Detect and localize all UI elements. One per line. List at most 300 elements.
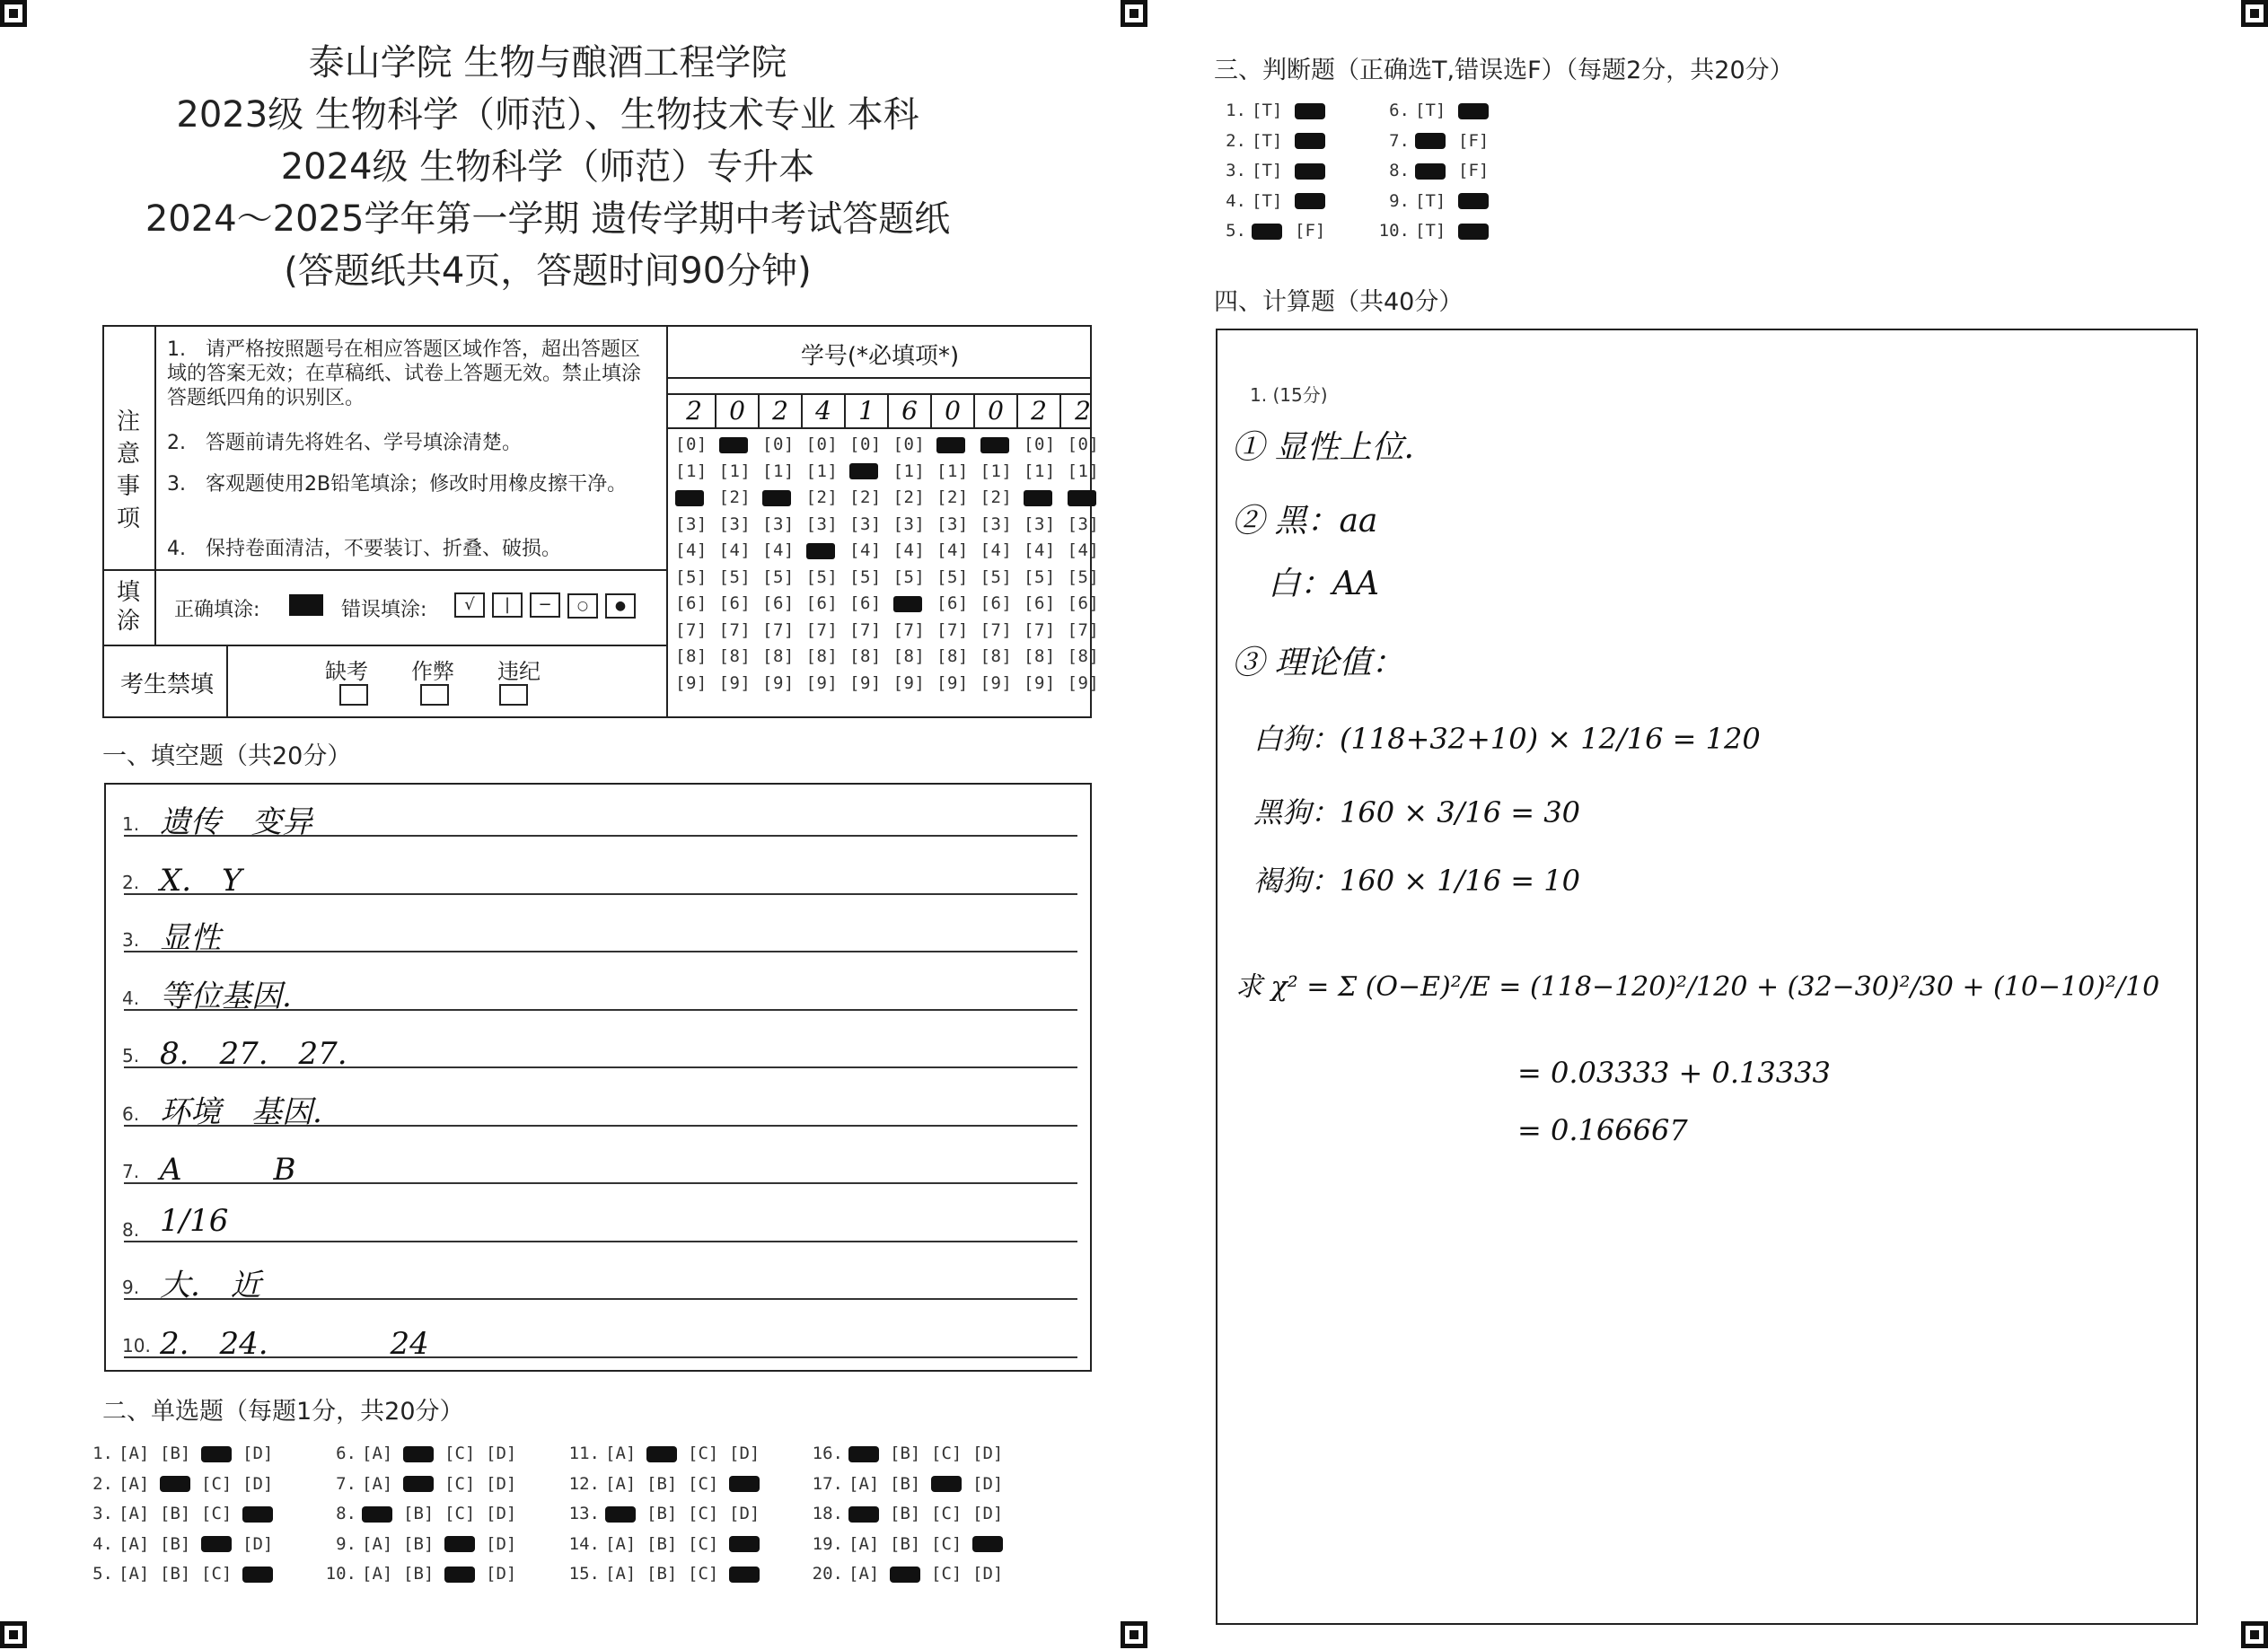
true-false-bubble[interactable]: [T] [1415, 101, 1446, 120]
question-number: 12. [568, 1473, 600, 1494]
student-id-bubble-filled[interactable] [849, 461, 893, 481]
student-id-bubble[interactable]: [1] [675, 461, 708, 481]
choice-bubble[interactable]: [B] [646, 1564, 678, 1584]
calc-line-2: ② 黑：aa [1232, 503, 1378, 540]
choice-bubble[interactable]: [A] [848, 1533, 880, 1554]
filled-bubble-mark [719, 437, 748, 453]
student-id-bubble[interactable]: [8] [718, 646, 752, 666]
student-id-bubble[interactable]: [5] [718, 566, 752, 587]
student-id-bubble[interactable]: [2] [849, 487, 882, 507]
student-id-bubble[interactable]: [8] [892, 646, 926, 666]
student-id-bubble[interactable]: [3] [762, 513, 795, 534]
choice-bubble[interactable]: [C] [688, 1504, 719, 1523]
student-id-bubble-filled[interactable] [936, 434, 980, 454]
student-id-bubble[interactable]: [3] [936, 513, 969, 534]
wrong-fill-label: 错误填涂: [341, 599, 427, 621]
choice-bubble-filled[interactable] [848, 1444, 890, 1463]
fill-blank-answer[interactable]: 大. 近 [160, 1268, 261, 1303]
student-id-bubble[interactable]: [6] [718, 593, 752, 613]
wrong-mark-dash: − [530, 592, 560, 618]
student-id-bubble[interactable]: [0] [892, 434, 926, 454]
choice-bubble[interactable]: [C] [931, 1533, 963, 1554]
student-id-bubble[interactable]: [9] [936, 672, 969, 693]
single-choice-question [800, 1564, 1014, 1584]
student-id-bubble[interactable]: [7] [936, 619, 969, 640]
choice-bubble-filled[interactable] [972, 1534, 1014, 1554]
student-id-bubble[interactable]: [2] [718, 487, 752, 507]
filled-bubble-mark [849, 463, 878, 479]
true-false-bubble-filled[interactable] [1458, 101, 1501, 120]
choice-bubble[interactable]: [B] [890, 1444, 921, 1463]
student-id-bubble[interactable]: [1] [936, 461, 969, 481]
student-id-bubble[interactable]: [1] [892, 461, 926, 481]
student-id-bubble[interactable]: [7] [762, 619, 795, 640]
fill-blank-answer[interactable]: X. Y [160, 862, 242, 899]
filled-bubble-mark [729, 1567, 760, 1583]
student-id-bubble[interactable]: [2] [980, 487, 1013, 507]
student-id-digit-7[interactable]: 0 [932, 395, 975, 427]
choice-bubble[interactable]: [A] [119, 1444, 150, 1463]
student-id-bubble[interactable]: [2] [892, 487, 926, 507]
choice-bubble[interactable]: [D] [486, 1533, 517, 1554]
student-id-bubble[interactable]: [0] [805, 434, 839, 454]
true-false-question [1367, 191, 1501, 211]
row-divider-1 [104, 569, 666, 571]
student-id-bubble[interactable]: [4] [892, 540, 926, 560]
choice-bubble[interactable]: [D] [486, 1564, 517, 1584]
student-id-bubble[interactable]: [9] [1067, 672, 1100, 693]
choice-bubble[interactable]: [C] [444, 1504, 476, 1523]
fill-blank-number: 5. [122, 1045, 140, 1066]
forbidden-cheat-label: 作弊 [411, 659, 454, 684]
student-id-digit-10[interactable]: 2 [1075, 396, 1091, 426]
student-id-grid-row [675, 514, 1111, 534]
student-id-bubble[interactable]: [0] [849, 434, 882, 454]
choice-bubble-filled[interactable] [931, 1474, 972, 1494]
student-id-bubble[interactable]: [7] [1067, 619, 1100, 640]
choice-bubble-filled[interactable] [848, 1504, 890, 1523]
choice-bubble-filled[interactable] [444, 1534, 486, 1554]
choice-bubble[interactable]: [D] [729, 1444, 760, 1463]
choice-bubble[interactable]: [D] [242, 1533, 274, 1554]
single-choice-question [800, 1504, 1014, 1523]
true-false-bubble[interactable]: [T] [1252, 190, 1283, 211]
calc-line-7: 褐狗：160 × 1/16 = 10 [1253, 864, 1580, 898]
choice-bubble[interactable]: [D] [729, 1504, 760, 1523]
filled-bubble-mark [1458, 224, 1489, 240]
true-false-question [1203, 221, 1338, 241]
student-id-digit-9[interactable]: 2 [1018, 395, 1061, 427]
choice-bubble[interactable]: [C] [688, 1533, 719, 1554]
choice-bubble-filled[interactable] [362, 1504, 403, 1523]
fill-blank-answer[interactable]: 等位基因. [160, 978, 292, 1014]
choice-bubble[interactable]: [D] [242, 1444, 274, 1463]
choice-bubble[interactable]: [B] [160, 1504, 191, 1523]
fill-blank-answer[interactable]: 环境 基因. [160, 1093, 322, 1130]
student-id-bubble[interactable]: [0] [1024, 434, 1056, 454]
student-id-bubble-filled[interactable] [980, 434, 1024, 454]
student-id-bubble[interactable]: [3] [675, 513, 708, 534]
choice-bubble[interactable]: [D] [486, 1444, 517, 1463]
student-id-bubble[interactable]: [9] [675, 672, 708, 693]
filled-bubble-mark [931, 1476, 962, 1492]
corner-marker-top-left [0, 0, 27, 27]
choice-bubble[interactable]: [B] [160, 1564, 191, 1584]
student-id-bubble[interactable]: [5] [980, 566, 1013, 587]
student-id-digit-4[interactable]: 4 [803, 395, 846, 427]
header-line-pages: (答题纸共4页，答题时间90分钟) [284, 250, 812, 292]
choice-bubble[interactable]: [D] [486, 1473, 517, 1494]
question-number: 6. [1389, 101, 1410, 120]
calc-line-10: = 0.166667 [1517, 1113, 1688, 1147]
student-id-bubble[interactable]: [3] [849, 513, 882, 534]
student-id-bubble[interactable]: [5] [805, 566, 839, 587]
true-false-bubble-filled[interactable] [1415, 161, 1458, 180]
student-id-bubble[interactable]: [4] [1024, 540, 1056, 560]
correct-fill-sample [289, 594, 323, 616]
student-id-bubble[interactable]: [0] [1067, 434, 1100, 454]
choice-bubble[interactable]: [C] [201, 1504, 233, 1523]
fill-blank-number: 8. [122, 1218, 140, 1241]
student-id-digit-2[interactable]: 0 [716, 395, 760, 427]
corner-marker-bottom-right [2241, 1621, 2268, 1648]
choice-bubble[interactable]: [D] [242, 1473, 274, 1494]
single-choice-question [313, 1564, 527, 1584]
wrong-mark-check: √ [454, 592, 485, 618]
single-choice-question [557, 1474, 770, 1494]
choice-bubble[interactable]: [B] [403, 1504, 435, 1523]
student-id-bubble[interactable]: [9] [980, 672, 1013, 693]
student-id-bubble[interactable]: [3] [1067, 513, 1100, 534]
student-id-bubble[interactable]: [5] [892, 566, 926, 587]
calc-q1-label: 1. (15分) [1250, 384, 1328, 406]
choice-bubble-filled[interactable] [605, 1504, 646, 1523]
student-id-bubble[interactable]: [8] [936, 646, 969, 666]
student-id-bubble-filled[interactable] [762, 487, 806, 507]
choice-bubble[interactable]: [A] [605, 1444, 637, 1463]
student-id-bubble[interactable]: [6] [675, 593, 708, 613]
question-number: 9. [1389, 190, 1410, 211]
student-id-bubble[interactable]: [4] [936, 540, 969, 560]
student-id-bubble[interactable]: [7] [980, 619, 1013, 640]
student-id-grid-row [675, 646, 1111, 666]
notice-item-3: 3. 客观题使用2B铅笔填涂；修改时用橡皮擦干净。 [167, 473, 628, 496]
student-id-bubble[interactable]: [7] [718, 619, 752, 640]
question-number: 10. [1378, 221, 1410, 241]
fill-blank-answer[interactable]: 8. 27. 27. [160, 1036, 347, 1072]
student-id-bubble[interactable]: [5] [936, 566, 969, 587]
student-id-bubble[interactable]: [2] [805, 487, 839, 507]
student-id-bubble[interactable]: [1] [980, 461, 1013, 481]
fill-blank-answer[interactable]: 显性 [160, 920, 221, 956]
student-id-bubble[interactable]: [9] [1024, 672, 1056, 693]
question-number: 14. [568, 1533, 600, 1554]
fill-blank-line [124, 915, 1077, 952]
choice-bubble[interactable]: [B] [403, 1533, 435, 1554]
choice-bubble[interactable]: [A] [119, 1473, 150, 1494]
student-id-bubble[interactable]: [7] [849, 619, 882, 640]
choice-bubble[interactable]: [D] [486, 1504, 517, 1523]
choice-bubble[interactable]: [A] [362, 1564, 393, 1584]
true-false-question [1203, 161, 1338, 180]
row-divider-2 [104, 645, 666, 646]
student-id-bubble[interactable]: [2] [936, 487, 969, 507]
choice-bubble-filled[interactable] [160, 1474, 201, 1494]
student-id-digit-5[interactable]: 1 [846, 395, 889, 427]
true-false-bubble-filled[interactable] [1295, 191, 1338, 211]
student-id-bubble[interactable]: [9] [762, 672, 795, 693]
student-id-bubble[interactable]: [5] [1067, 566, 1100, 587]
single-choice-question [800, 1474, 1014, 1494]
choice-bubble[interactable]: [A] [362, 1444, 393, 1463]
true-false-bubble-filled[interactable] [1295, 101, 1338, 120]
student-id-bubble[interactable]: [0] [675, 434, 708, 454]
choice-bubble-filled[interactable] [201, 1534, 242, 1554]
choice-bubble[interactable]: [B] [160, 1444, 191, 1463]
student-id-bubble-filled[interactable] [893, 593, 937, 613]
true-false-bubble[interactable]: [F] [1458, 130, 1490, 151]
choice-bubble-filled[interactable] [729, 1474, 770, 1494]
student-id-bubble[interactable]: [1] [805, 461, 839, 481]
choice-bubble-filled[interactable] [242, 1564, 284, 1584]
student-id-bubble[interactable]: [7] [805, 619, 839, 640]
true-false-bubble-filled[interactable] [1295, 161, 1338, 180]
filled-bubble-mark [848, 1446, 879, 1462]
filled-bubble-mark [242, 1506, 273, 1523]
filled-bubble-mark [893, 596, 922, 612]
student-id-bubble[interactable]: [8] [805, 646, 839, 666]
true-false-bubble[interactable]: [T] [1252, 161, 1283, 180]
student-id-digit-6[interactable]: 6 [889, 395, 932, 427]
student-id-bubble[interactable]: [7] [892, 619, 926, 640]
filled-bubble-mark [605, 1506, 636, 1523]
true-false-bubble[interactable]: [T] [1415, 190, 1446, 211]
choice-bubble[interactable]: [A] [119, 1504, 150, 1523]
choice-bubble[interactable]: [B] [890, 1473, 921, 1494]
question-number: 1. [1226, 101, 1246, 120]
question-number: 2. [1226, 130, 1246, 151]
choice-bubble[interactable]: [D] [972, 1473, 1004, 1494]
student-id-bubble[interactable]: [1] [718, 461, 752, 481]
choice-bubble-filled[interactable] [201, 1444, 242, 1463]
true-false-bubble-filled[interactable] [1458, 191, 1501, 211]
choice-bubble[interactable]: [A] [119, 1533, 150, 1554]
calc-line-8: 求 χ² = Σ (O−E)²/E = (118−120)²/120 + (32−30)²/30 + (10−10)²/10 [1235, 971, 2160, 1003]
choice-bubble-filled[interactable] [403, 1474, 444, 1494]
student-id-digit-8[interactable]: 0 [975, 395, 1018, 427]
choice-bubble[interactable]: [A] [119, 1564, 150, 1584]
forbidden-violation-box[interactable] [499, 684, 528, 706]
forbidden-absent-box[interactable] [339, 684, 368, 706]
choice-bubble[interactable]: [A] [605, 1473, 637, 1494]
student-id-bubble[interactable]: [9] [849, 672, 882, 693]
student-id-bubble[interactable]: [3] [718, 513, 752, 534]
student-id-bubble[interactable]: [3] [1024, 513, 1056, 534]
fill-blank-answer[interactable]: 2. 24. 24 [160, 1325, 429, 1362]
choice-bubble[interactable]: [B] [646, 1533, 678, 1554]
choice-bubble-filled[interactable] [890, 1564, 931, 1584]
single-choice-question [313, 1474, 527, 1494]
student-id-bubble[interactable]: [3] [805, 513, 839, 534]
wrong-fill-samples [454, 592, 636, 619]
wrong-mark-circle: ○ [567, 593, 598, 619]
student-id-bubble[interactable]: [8] [849, 646, 882, 666]
true-false-bubble[interactable]: [T] [1252, 101, 1283, 120]
true-false-bubble-filled[interactable] [1458, 221, 1501, 241]
student-id-bubble[interactable]: [6] [805, 593, 839, 613]
fill-blank-answer[interactable]: A B [160, 1152, 296, 1188]
student-id-bubble[interactable]: [1] [762, 461, 795, 481]
choice-bubble[interactable]: [C] [444, 1444, 476, 1463]
choice-bubble[interactable]: [C] [688, 1473, 719, 1494]
true-false-question [1367, 131, 1501, 151]
choice-bubble[interactable]: [B] [646, 1504, 678, 1523]
header-line-school: 泰山学院 生物与酿酒工程学院 [308, 42, 787, 83]
choice-bubble[interactable]: [C] [688, 1564, 719, 1584]
true-false-bubble-filled[interactable] [1415, 131, 1458, 151]
notice-item-4: 4. 保持卷面清洁，不要装订、折叠、破损。 [167, 538, 561, 560]
student-id-bubble[interactable]: [4] [980, 540, 1013, 560]
student-id-bubble[interactable]: [8] [980, 646, 1013, 666]
student-id-grid-row [675, 434, 1111, 454]
student-id-bubble[interactable]: [3] [980, 513, 1013, 534]
choice-bubble[interactable]: [C] [931, 1444, 963, 1463]
choice-bubble[interactable]: [A] [605, 1533, 637, 1554]
notice-label: 注意事项 [116, 408, 140, 532]
student-id-bubble[interactable]: [6] [762, 593, 795, 613]
true-false-question [1367, 161, 1501, 180]
student-id-bubble[interactable]: [9] [718, 672, 752, 693]
student-id-bubble-filled[interactable] [719, 434, 763, 454]
filled-bubble-mark [1068, 490, 1096, 506]
true-false-bubble-filled[interactable] [1252, 221, 1295, 241]
choice-bubble[interactable]: [B] [890, 1504, 921, 1523]
fill-blank-answer[interactable]: 遗传 变异 [160, 804, 312, 840]
choice-bubble-filled[interactable] [403, 1444, 444, 1463]
student-id-bubble[interactable]: [7] [675, 619, 708, 640]
student-id-bubble[interactable]: [9] [805, 672, 839, 693]
student-id-bubble[interactable]: [1] [1067, 461, 1100, 481]
student-id-bubble[interactable]: [5] [762, 566, 795, 587]
choice-bubble[interactable]: [B] [646, 1473, 678, 1494]
single-choice-heading: 二、单选题（每题1分，共20分） [102, 1398, 464, 1426]
student-id-grid-row [675, 620, 1111, 640]
student-id-bubble[interactable]: [0] [762, 434, 795, 454]
choice-bubble[interactable]: [A] [605, 1564, 637, 1584]
student-id-bubble[interactable]: [4] [675, 540, 708, 560]
single-choice-question [313, 1504, 527, 1523]
notice-item-2: 2. 答题前请先将姓名、学号填涂清楚。 [167, 432, 522, 454]
student-id-bubble[interactable]: [8] [675, 646, 708, 666]
notice-label-divider [154, 327, 156, 569]
choice-bubble-filled[interactable] [729, 1534, 770, 1554]
student-id-digit-1[interactable]: 2 [673, 395, 716, 427]
fill-blank-answer[interactable]: 1/16 [160, 1202, 229, 1239]
choice-bubble[interactable]: [C] [201, 1564, 233, 1584]
student-id-bubble[interactable]: [1] [1024, 461, 1056, 481]
choice-bubble[interactable]: [C] [201, 1473, 233, 1494]
student-id-bubble[interactable]: [4] [718, 540, 752, 560]
true-false-bubble[interactable]: [F] [1295, 221, 1326, 241]
student-id-bubble[interactable]: [4] [762, 540, 795, 560]
choice-bubble[interactable]: [A] [362, 1473, 393, 1494]
question-number: 2. [92, 1473, 113, 1494]
forbidden-cheat-box[interactable] [420, 684, 449, 706]
choice-bubble[interactable]: [C] [931, 1564, 963, 1584]
choice-bubble[interactable]: [B] [890, 1533, 921, 1554]
calc-line-1: ① 显性上位. [1232, 429, 1414, 466]
notice-item-1: 1. 请严格按照题号在相应答题区域作答，超出答题区域的答案无效；在草稿纸、试卷上答题无效。禁止填涂答题纸四角的识别区。 [167, 338, 642, 409]
header-line-exam: 2024～2025学年第一学期 遗传学期中考试答题纸 [145, 198, 951, 240]
student-id-bubble[interactable]: [5] [675, 566, 708, 587]
choice-bubble[interactable]: [B] [160, 1533, 191, 1554]
student-id-bubble[interactable]: [6] [936, 593, 969, 613]
student-id-bubble[interactable]: [6] [1067, 593, 1100, 613]
student-id-bubble[interactable]: [7] [1024, 619, 1056, 640]
wrong-mark-dot: ● [605, 593, 636, 619]
student-id-digit-3[interactable]: 2 [760, 395, 803, 427]
student-id-bubble[interactable]: [9] [892, 672, 926, 693]
choice-bubble[interactable]: [A] [362, 1533, 393, 1554]
choice-bubble[interactable]: [C] [444, 1473, 476, 1494]
choice-bubble[interactable]: [C] [931, 1504, 963, 1523]
student-id-bubble[interactable]: [3] [892, 513, 926, 534]
question-number: 6. [336, 1444, 356, 1463]
student-id-bubble[interactable]: [8] [1067, 646, 1100, 666]
true-false-bubble[interactable]: [T] [1415, 221, 1446, 241]
student-id-bubble-filled[interactable] [675, 487, 719, 507]
filled-bubble-mark [972, 1536, 1003, 1552]
student-id-bubble[interactable]: [8] [762, 646, 795, 666]
choice-bubble-filled[interactable] [729, 1564, 770, 1584]
single-choice-question [70, 1534, 284, 1554]
filled-bubble-mark [936, 437, 965, 453]
choice-bubble-filled[interactable] [444, 1564, 486, 1584]
choice-bubble[interactable]: [B] [403, 1564, 435, 1584]
choice-bubble[interactable]: [D] [972, 1444, 1004, 1463]
fill-blank-number: 1. [122, 813, 140, 835]
true-false-bubble[interactable]: [F] [1458, 161, 1490, 180]
student-id-bubble-filled[interactable] [806, 540, 850, 560]
student-id-bubble[interactable]: [6] [1024, 593, 1056, 613]
choice-bubble[interactable]: [A] [848, 1473, 880, 1494]
forbidden-label-divider [226, 645, 228, 718]
header-line-major: 2023级 生物科学（师范）、生物技术专业 本科 [176, 94, 919, 136]
student-id-bubble[interactable]: [4] [849, 540, 882, 560]
true-false-bubble[interactable]: [T] [1252, 130, 1283, 151]
filled-bubble-mark [1458, 193, 1489, 209]
student-id-bubble-filled[interactable] [1068, 487, 1112, 507]
student-id-bubble[interactable]: [6] [849, 593, 882, 613]
choice-bubble[interactable]: [A] [848, 1564, 880, 1584]
question-number: 19. [812, 1533, 843, 1554]
filled-bubble-mark [403, 1476, 434, 1492]
choice-bubble-filled[interactable] [646, 1444, 688, 1463]
true-false-bubble-filled[interactable] [1295, 131, 1338, 151]
choice-bubble[interactable]: [C] [688, 1444, 719, 1463]
student-id-bubble[interactable]: [5] [1024, 566, 1056, 587]
student-id-bubble[interactable]: [5] [849, 566, 882, 587]
student-id-bubble[interactable]: [6] [980, 593, 1013, 613]
student-id-bubble[interactable]: [8] [1024, 646, 1056, 666]
student-id-bubble[interactable]: [4] [1067, 540, 1100, 560]
choice-bubble-filled[interactable] [242, 1504, 284, 1523]
choice-bubble[interactable]: [D] [972, 1564, 1004, 1584]
student-id-bubble-filled[interactable] [1024, 487, 1068, 507]
single-choice-question [313, 1534, 527, 1554]
choice-bubble[interactable]: [D] [972, 1504, 1004, 1523]
single-choice-question [557, 1504, 770, 1523]
